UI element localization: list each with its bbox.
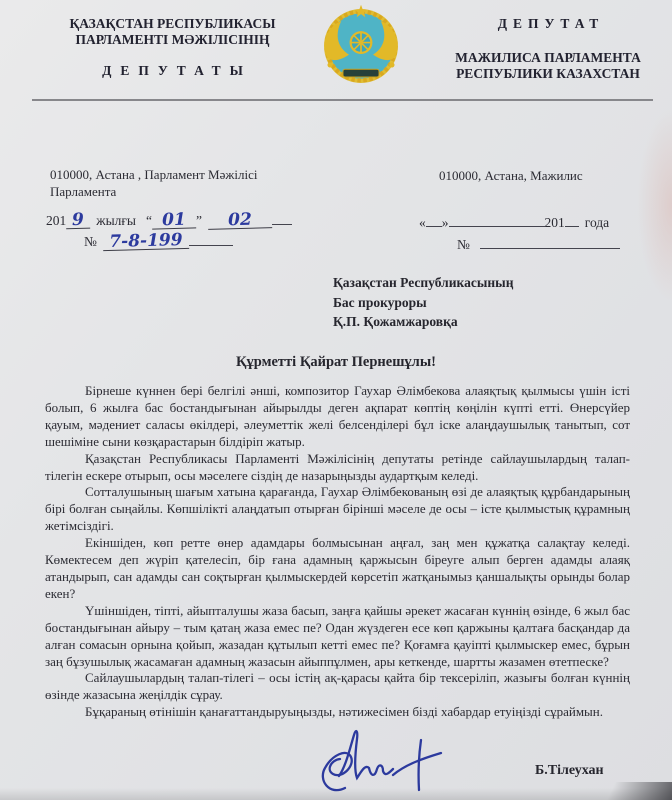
close-quote: ” [196,213,202,228]
header-left-line1: ҚАЗАҚСТАН РЕСПУБЛИКАСЫ [69,16,276,31]
number-label-right: № [457,237,470,252]
sender-address-line1: 010000, Астана , Парламент Мәжілісі [50,167,258,182]
open-guillemet: « [419,215,426,230]
sender-address-left [50,166,330,200]
addressee-line3: Қ.П. Қожамжаровқа [333,314,458,329]
sender-address-line2: Парламента [50,184,117,199]
blank-line [189,233,233,246]
addressee-line1: Қазақстан Республикасының [333,275,514,290]
year-word: жылғы [96,213,136,228]
sender-address-right: 010000, Астана, Мажилис [439,168,583,183]
signatory-name: Б.Тілеухан [535,763,604,778]
body-paragraph: Сотталушының шағым хатына қарағанда, Гаухар Әлімбекованың өзі де алаяқтық құрбандарының бірі болған сыңайлы. Көпшілікті алаңдатып отырған бірінші мәселе де осы – істе қылмыстық құрамның жетімсіздігі. [45,484,630,534]
photo-corner-shadow [562,782,672,800]
header-left-deputy: ДЕПУТАТЫ [102,63,252,78]
letter-body [45,383,630,721]
year-word-right: года [584,215,610,230]
header-right-deputy: ДЕПУТАТ [497,16,605,31]
number-label: № [84,234,97,249]
header-right-line2: МАЖИЛИСА ПАРЛАМЕНТА [455,50,641,65]
addressee-line2: Бас прокуроры [333,294,427,310]
blank-line [449,214,545,227]
blank-line [426,214,442,227]
header-right-line3: РЕСПУБЛИКИ КАЗАХСТАН [456,66,640,81]
header-divider-line [32,99,653,101]
number-right-row [419,236,620,253]
open-quote: “ [146,213,152,228]
handwritten-signature [315,728,460,800]
handwritten-document-number: 7-8-199 [103,233,189,251]
blank-line [480,236,620,249]
date-left-row [46,209,292,231]
body-paragraph: Сайлаушылардың талап-тілегі – осы істің ақ-қарасы қайта бір тексеріліп, жазығы болған күннің өзінде жазасына жеңілдік сұрау. [45,670,630,703]
header-right-russian [430,16,666,82]
handwritten-month: 02 [208,212,272,230]
kazakhstan-coat-of-arms-icon [318,2,404,95]
header-left-kazakh [35,16,310,79]
date-block-left [46,209,292,252]
body-paragraph: Бірнеше күннен бері белгілі әнші, композитор Гаухар Әлімбекова алаяқтық қылмысы үшін істі болып, 6 жылға бас бостандығынан айырылды деген ақпарат көптің көңілін күпті етті. Өнерсүйер қауым, мәдениет саласы өкілдері, әлеуметтік желі белсенділері бұл іске алаңдаушылық танытып, сот шешіміне сыни көзқарастарын білдіріп жатыр. [45,383,630,449]
body-paragraph: Үшіншіден, тіпті, айыпталушы жаза басып, заңға қайшы әрекет жасаған күннің өзінде, 6 жыл бас бостандығынан айыру – тым қатаң жаза емес пе? Одан жүздеген есе көп қаржыны қалтаға басқандар да алған сомасын орнына қойып, жазадан құтылып кетті емес пе? Қоғамға қауіпті қылмыскер емес, бұрын заң бұзушылық жасамаған адамның жазасын айыппұлмен, ары кеткенде, шартты жазамен өтетпеске? [45,602,630,669]
header-left-line2: ПАРЛАМЕНТІ МӘЖІЛІСІНІҢ [75,32,270,47]
blank-line [565,214,579,227]
handwritten-day: 01 [152,212,196,229]
body-paragraph: Қазақстан Республикасы Парламенті Мәжілісінің депутаты ретінде сайлаушылардың талап-тілегін ескере отырып, осы мәселеге сіздің де назарыңызды аудартқым келеді. [45,450,630,483]
handwritten-year-digit: 9 [66,213,90,230]
salutation: Құрметті Қайрат Пернешұлы! [236,354,436,370]
body-paragraph: Бұқараның өтінішін қанағаттандыруыңызды, нәтижесімен бізді хабардар етуіңізді сұраймын. [85,704,603,720]
body-paragraph: Екіншіден, көп ретте өнер адамдары болмысынан аңғал, заң мен құжатқа салақтау келеді. Көмектесем деп жүріп қателесіп, бір ғана адамның қаржысын біреуге алып берген адамды алаяқ атандырып, сан адамды сан соқтырған қылмыскердей көрсетіп жатқанымыз қаншалықты орынды болар екен? [45,535,630,601]
year-prefix-right: 201 [544,215,565,230]
number-left-row [46,230,292,252]
date-block-right [419,214,620,253]
date-right-row [419,214,620,231]
paper-tint [638,110,672,300]
close-guillemet: » [441,215,449,230]
addressee-block [333,273,513,332]
year-prefix: 201 [46,213,67,228]
blank-line [272,212,292,225]
